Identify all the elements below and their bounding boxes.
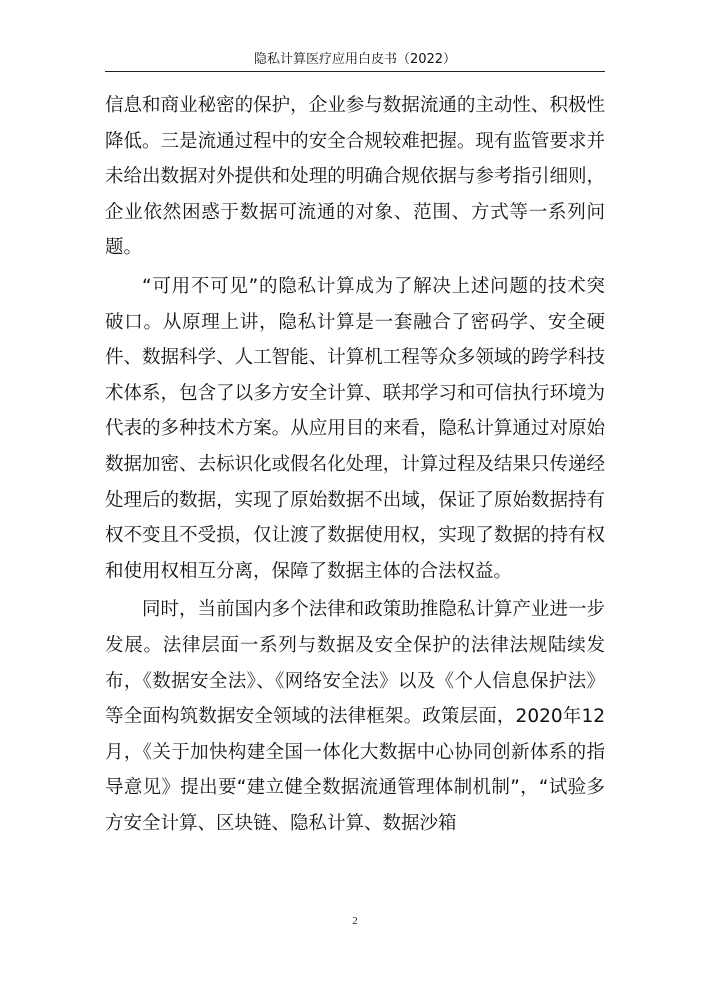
page-number: 2 <box>352 915 358 927</box>
paragraph-policy: 同时，当前国内多个法律和政策助推隐私计算产业进一步发展。法律层面一系列与数据及安全保护的法律法规陆续发布，《数据安全法》、《网络安全法》以及《个人信息保护法》等全面构筑数据安全领域的法律框架。政策层面，2020年12月，《关于加快构建全国一体化大数据中心协同创新体系的指导意见》提出要“建立健全数据流通管理体制机制”，“试验多方安全计算、区块链、隐私计算、数据沙箱 <box>105 599 605 834</box>
document-body <box>105 88 605 841</box>
page-header-title: 隐私计算医疗应用白皮书（2022） <box>253 52 457 67</box>
header-divider <box>105 71 605 72</box>
paragraph-continuation: 信息和商业秘密的保护，企业参与数据流通的主动性、积极性降低。三是流通过程中的安全合规较难把握。现有监管要求并未给出数据对外提供和处理的明确合规依据与参考指引细则，企业依然困惑于数据可流通的对象、范围、方式等一系列问题。 <box>105 95 605 259</box>
paragraph-privacy-computing: “可用不可见”的隐私计算成为了解决上述问题的技术突破口。从原理上讲，隐私计算是一套融合了密码学、安全硬件、数据科学、人工智能、计算机工程等众多领域的跨学科技术体系，包含了以多方安全计算、联邦学习和可信执行环境为代表的多种技术方案。从应用目的来看，隐私计算通过对原始数据加密、去标识化或假名化处理，计算过程及结果只传递经处理后的数据，实现了原始数据不出域，保证了原始数据持有权不变且不受损，仅让渡了数据使用权，实现了数据的持有权和使用权相互分离，保障了数据主体的合法权益。 <box>105 275 605 582</box>
